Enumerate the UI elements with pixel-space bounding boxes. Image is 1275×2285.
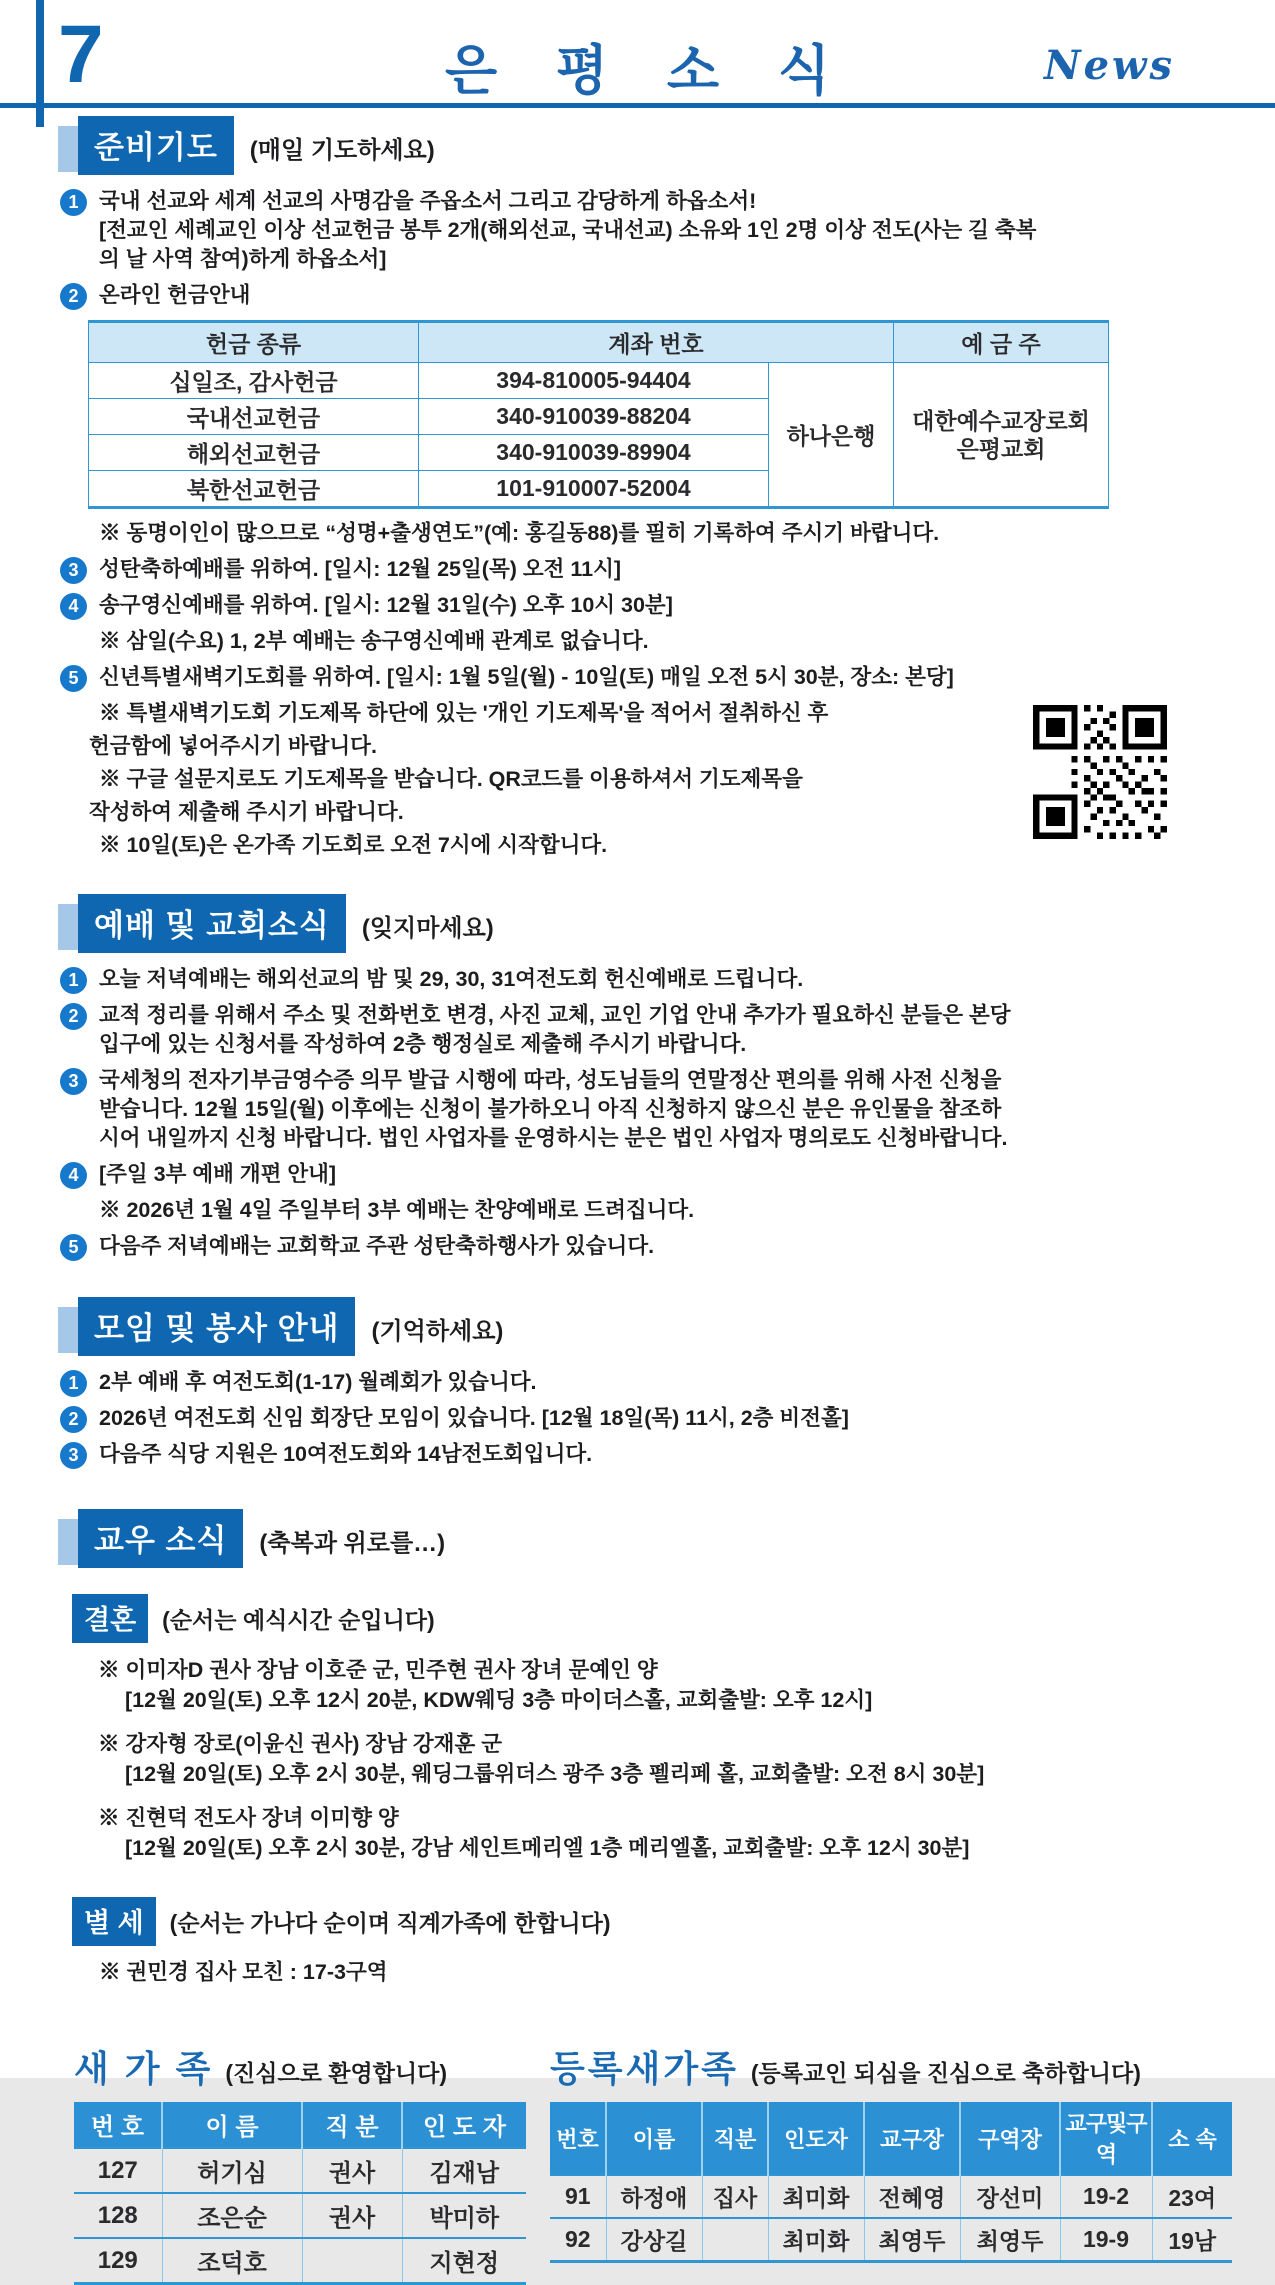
item-text: 2부 예배 후 여전도회(1-17) 월례회가 있습니다. (99, 1370, 537, 1394)
new-family-title: 새 가 족 (74, 2048, 214, 2089)
item-number-badge: 2 (60, 1406, 87, 1433)
cell: 권사 (302, 2193, 402, 2238)
col-header-affiliation: 소 속 (1152, 2102, 1232, 2175)
cell: 허기심 (162, 2148, 302, 2193)
section-header (58, 894, 1209, 953)
cell: 91 (550, 2175, 606, 2218)
wedding-line: ※ 강자형 장로(이윤신 권사) 장남 강재훈 군 (98, 1732, 502, 1756)
header-accent-block (58, 904, 78, 950)
list-item (58, 281, 1209, 310)
item-line: [전교인 세례교인 이상 선교헌금 봉투 2개(해외선교, 국내선교) 소유와 1인 2명 이상 전도(사는 길 축복 (99, 218, 1037, 242)
section-badge: 준비기도 (78, 116, 234, 175)
header-accent-block (58, 1307, 78, 1353)
item-number-badge: 2 (60, 1003, 87, 1030)
col-header-district-head: 교구장 (864, 2102, 960, 2175)
account-number-cell: 101-910007-52004 (419, 471, 769, 508)
registered-family-block (550, 2041, 1232, 2285)
bank-name-cell: 하나은행 (769, 363, 894, 508)
section-badge: 모임 및 봉사 안내 (78, 1297, 355, 1356)
account-number-cell: 340-910039-88204 (419, 399, 769, 435)
item-number-badge: 3 (60, 1442, 87, 1469)
item-number-badge: 1 (60, 189, 87, 216)
col-header-name: 이름 (606, 2102, 702, 2175)
col-header-cell-head: 구역장 (960, 2102, 1060, 2175)
registered-family-header (550, 2041, 1232, 2092)
note-line: ※ 10일(토)은 온가족 기도회로 오전 7시에 시작합니다. (99, 833, 608, 857)
wedding-header (72, 1594, 1209, 1643)
offering-type-cell: 국내선교헌금 (89, 399, 419, 435)
wedding-line: [12월 20일(토) 오후 2시 30분, 강남 세인트메리엘 1층 메리엘홀, 교회출발: 오후 12시 30분] (125, 1836, 970, 1860)
death-note: ※ 권민경 집사 모친 : 17-3구역 (99, 1960, 388, 1984)
account-number-cell: 394-810005-94404 (419, 363, 769, 399)
registered-family-subtitle: (등록교인 되심을 진심으로 축하합니다) (750, 2060, 1141, 2086)
page-number: 7 (58, 9, 104, 100)
new-family-header (74, 2041, 526, 2092)
list-item (58, 965, 1209, 994)
note-line: ※ 구글 설문지로도 기도제목을 받습니다. QR코드를 이용하셔서 기도제목을 (99, 767, 803, 791)
col-header-account-holder: 예 금 주 (894, 322, 1109, 363)
wedding-line: ※ 진현덕 전도사 장녀 이미향 양 (98, 1806, 399, 1830)
item-text: [주일 3부 예배 개편 안내] (99, 1162, 337, 1186)
section-subtitle: (축복과 위로를…) (259, 1530, 446, 1557)
masthead-rule (0, 103, 1275, 108)
cell: 박미하 (402, 2193, 526, 2238)
item-number-badge: 5 (60, 1234, 87, 1261)
death-header (72, 1897, 1209, 1946)
death-subtitle: (순서는 가나다 순이며 직계가족에 한합니다) (169, 1910, 611, 1936)
note-line: ※ 2026년 1월 4일 주일부터 3부 예배는 찬양예배로 드려집니다. (99, 1198, 695, 1222)
item-line: 시어 내일까지 신청 바랍니다. 법인 사업자를 운영하시는 분은 법인 사업자 명의로도 신청바랍니다. (99, 1126, 1008, 1150)
cell: 최영두 (864, 2218, 960, 2262)
wedding-line: [12월 20일(토) 오후 12시 20분, KDW웨딩 3층 마이더스홀, 교회출발: 오후 12시] (125, 1688, 873, 1712)
header-accent-block (58, 126, 78, 172)
item-number-badge: 1 (60, 1370, 87, 1397)
col-header-name: 이 름 (162, 2102, 302, 2148)
list-item (58, 555, 1209, 584)
item-line: 의 날 사역 참여)하게 하옵소서] (99, 247, 387, 271)
col-header-account-number: 계좌 번호 (419, 322, 894, 363)
section-header (58, 1297, 1209, 1356)
item-line: 교적 정리를 위해서 주소 및 전화번호 변경, 사진 교체, 교인 기업 안내 추가가 필요하신 분들은 본당 (99, 1003, 1011, 1027)
col-header-guide: 인 도 자 (402, 2102, 526, 2148)
item-text (99, 1066, 1007, 1153)
table-row (550, 2175, 1232, 2218)
item-text (99, 1001, 1011, 1059)
item-text: 온라인 헌금안내 (99, 283, 251, 307)
item-line: 국세청의 전자기부금영수증 의무 발급 시행에 따라, 성도님들의 연말정산 편의를 위해 사전 신청을 (99, 1068, 1002, 1092)
table-header-row (74, 2102, 526, 2148)
col-header-district-cell: 교구및구역 (1060, 2102, 1152, 2175)
new-family-block (74, 2041, 526, 2285)
item-line: 국내 선교와 세계 선교의 사명감을 주옵소서 그리고 감당하게 하옵소서! (99, 189, 757, 213)
holder-line: 대한예수교장로회 (912, 407, 1090, 434)
item-number-badge: 1 (60, 967, 87, 994)
item-text: 성탄축하예배를 위하여. [일시: 12월 25일(목) 오전 11시] (99, 557, 622, 581)
wedding-line: [12월 20일(토) 오후 2시 30분, 웨딩그룹위더스 광주 3층 펠리페 홀, 교회출발: 오전 8시 30분] (125, 1762, 985, 1786)
cell: 집사 (702, 2175, 768, 2218)
note-line: 작성하여 제출해 주시기 바랍니다. (89, 800, 404, 824)
item-text: 오늘 저녁예배는 해외선교의 밤 및 29, 30, 31여전도회 헌신예배로 드립니다. (99, 967, 804, 991)
table-header-row (89, 322, 1109, 363)
death-badge: 별 세 (72, 1897, 156, 1946)
item-number-badge: 3 (60, 1068, 87, 1095)
col-header-guide: 인도자 (768, 2102, 864, 2175)
section-worship-news (58, 894, 1209, 1261)
section-subtitle: (잊지마세요) (361, 915, 494, 942)
item-text (99, 187, 1036, 274)
section-subtitle: (기억하세요) (371, 1318, 504, 1345)
offering-type-cell: 해외선교헌금 (89, 435, 419, 471)
table-header-row (550, 2102, 1232, 2175)
new-family-table (74, 2102, 526, 2285)
item-text: 송구영신예배를 위하여. [일시: 12월 31일(수) 오후 10시 30분] (99, 593, 673, 617)
list-item (58, 1404, 1209, 1433)
item-number-badge: 3 (60, 557, 87, 584)
list-item (58, 1232, 1209, 1261)
wedding-line: ※ 이미자D 권사 장남 이호준 군, 민주현 권사 장녀 문예인 양 (98, 1658, 658, 1682)
cell: 129 (74, 2238, 162, 2284)
col-header-number: 번호 (550, 2102, 606, 2175)
cell: 19-2 (1060, 2175, 1152, 2218)
list-item (58, 663, 1209, 692)
item-text: 다음주 저녁예배는 교회학교 주관 성탄축하행사가 있습니다. (99, 1234, 655, 1258)
col-header-position: 직 분 (302, 2102, 402, 2148)
holder-line: 은평교회 (956, 435, 1046, 462)
cell: 127 (74, 2148, 162, 2193)
cell: 최미화 (768, 2218, 864, 2262)
section-subtitle: (매일 기도하세요) (249, 137, 435, 164)
cell: 전혜영 (864, 2175, 960, 2218)
table-row (550, 2218, 1232, 2262)
note-line: ※ 삼일(수요) 1, 2부 예배는 송구영신예배 관계로 없습니다. (99, 629, 649, 653)
list-item (58, 1440, 1209, 1469)
note-line: 헌금함에 넣어주시기 바랍니다. (89, 734, 377, 758)
section-prayer (58, 116, 1209, 860)
cell: 김재남 (402, 2148, 526, 2193)
item-number-badge: 4 (60, 1162, 87, 1189)
wedding-entry (98, 1803, 1209, 1863)
cell: 92 (550, 2218, 606, 2262)
section-meetings (58, 1297, 1209, 1469)
header-accent-block (58, 1519, 78, 1565)
cell: 최미화 (768, 2175, 864, 2218)
offering-type-cell: 십일조, 감사헌금 (89, 363, 419, 399)
item-text: 2026년 여전도회 신임 회장단 모임이 있습니다. [12월 18일(목) 11시, 2층 비전홀] (99, 1406, 849, 1430)
item-line: 받습니다. 12월 15일(월) 이후에는 신청이 불가하오니 아직 신청하지 않으신 분은 유인물을 참조하 (99, 1097, 1002, 1121)
account-holder-cell (894, 363, 1109, 508)
col-header-position: 직분 (702, 2102, 768, 2175)
wedding-entry (98, 1655, 1209, 1715)
offering-type-cell: 북한선교헌금 (89, 471, 419, 508)
cell: 강상길 (606, 2218, 702, 2262)
page-content (0, 116, 1275, 2285)
section-header (58, 1509, 1209, 1568)
cell: 128 (74, 2193, 162, 2238)
cell: 하정애 (606, 2175, 702, 2218)
registered-family-table (550, 2102, 1232, 2263)
wedding-badge: 결혼 (72, 1594, 148, 1643)
item-text: 신년특별새벽기도회를 위하여. [일시: 1월 5일(월) - 10일(토) 매일 오전 5시 30분, 장소: 본당] (99, 665, 954, 689)
table-row (89, 363, 1109, 399)
cell: 권사 (302, 2148, 402, 2193)
new-family-subtitle: (진심으로 환영합니다) (225, 2060, 448, 2086)
item-line: 입구에 있는 신청서를 작성하여 2층 행정실로 제출해 주시기 바랍니다. (99, 1032, 747, 1056)
cell: 19-9 (1060, 2218, 1152, 2262)
cell: 조덕호 (162, 2238, 302, 2284)
note-line: ※ 특별새벽기도회 기도제목 하단에 있는 '개인 기도제목'을 적어서 절취하신 후 (99, 701, 829, 725)
list-item (58, 187, 1209, 274)
qr-code-image (1033, 705, 1167, 839)
cell: 지현정 (402, 2238, 526, 2284)
cell (702, 2218, 768, 2262)
offering-account-table (88, 320, 1109, 509)
wedding-subtitle: (순서는 예식시간 순입니다) (162, 1607, 435, 1633)
registered-family-title: 등록새가족 (550, 2048, 739, 2089)
table-row (74, 2193, 526, 2238)
cell: 장선미 (960, 2175, 1060, 2218)
item-number-badge: 5 (60, 665, 87, 692)
list-item (58, 1001, 1209, 1059)
cell (302, 2238, 402, 2284)
list-item (58, 1368, 1209, 1397)
section-badge: 예배 및 교회소식 (78, 894, 346, 953)
item-number-badge: 4 (60, 593, 87, 620)
item-number-badge: 2 (60, 283, 87, 310)
list-item (58, 1066, 1209, 1153)
section-member-news (58, 1509, 1209, 1987)
note-line: ※ 동명이인이 많으므로 “성명+출생연도”(예: 홍길동88)를 필히 기록하여 주시기 바랍니다. (99, 521, 940, 545)
page-title: 은 평 소 식 (444, 38, 851, 102)
wedding-entry (98, 1729, 1209, 1789)
item-text: 다음주 식당 지원은 10여전도회와 14남전도회입니다. (99, 1442, 593, 1466)
col-header-offering-type: 헌금 종류 (89, 322, 419, 363)
section-badge: 교우 소식 (78, 1509, 243, 1568)
cell: 조은순 (162, 2193, 302, 2238)
section-header (58, 116, 1209, 175)
table-row (74, 2148, 526, 2193)
col-header-number: 번 호 (74, 2102, 162, 2148)
prayer-item5-notes (58, 699, 1209, 860)
bottom-tables (58, 2041, 1217, 2285)
account-number-cell: 340-910039-89904 (419, 435, 769, 471)
table-row (74, 2238, 526, 2284)
list-item (58, 1160, 1209, 1189)
list-item (58, 591, 1209, 620)
cell: 19남 (1152, 2218, 1232, 2262)
cell: 최영두 (960, 2218, 1060, 2262)
cell: 23여 (1152, 2175, 1232, 2218)
news-script-word: News (1044, 42, 1175, 89)
